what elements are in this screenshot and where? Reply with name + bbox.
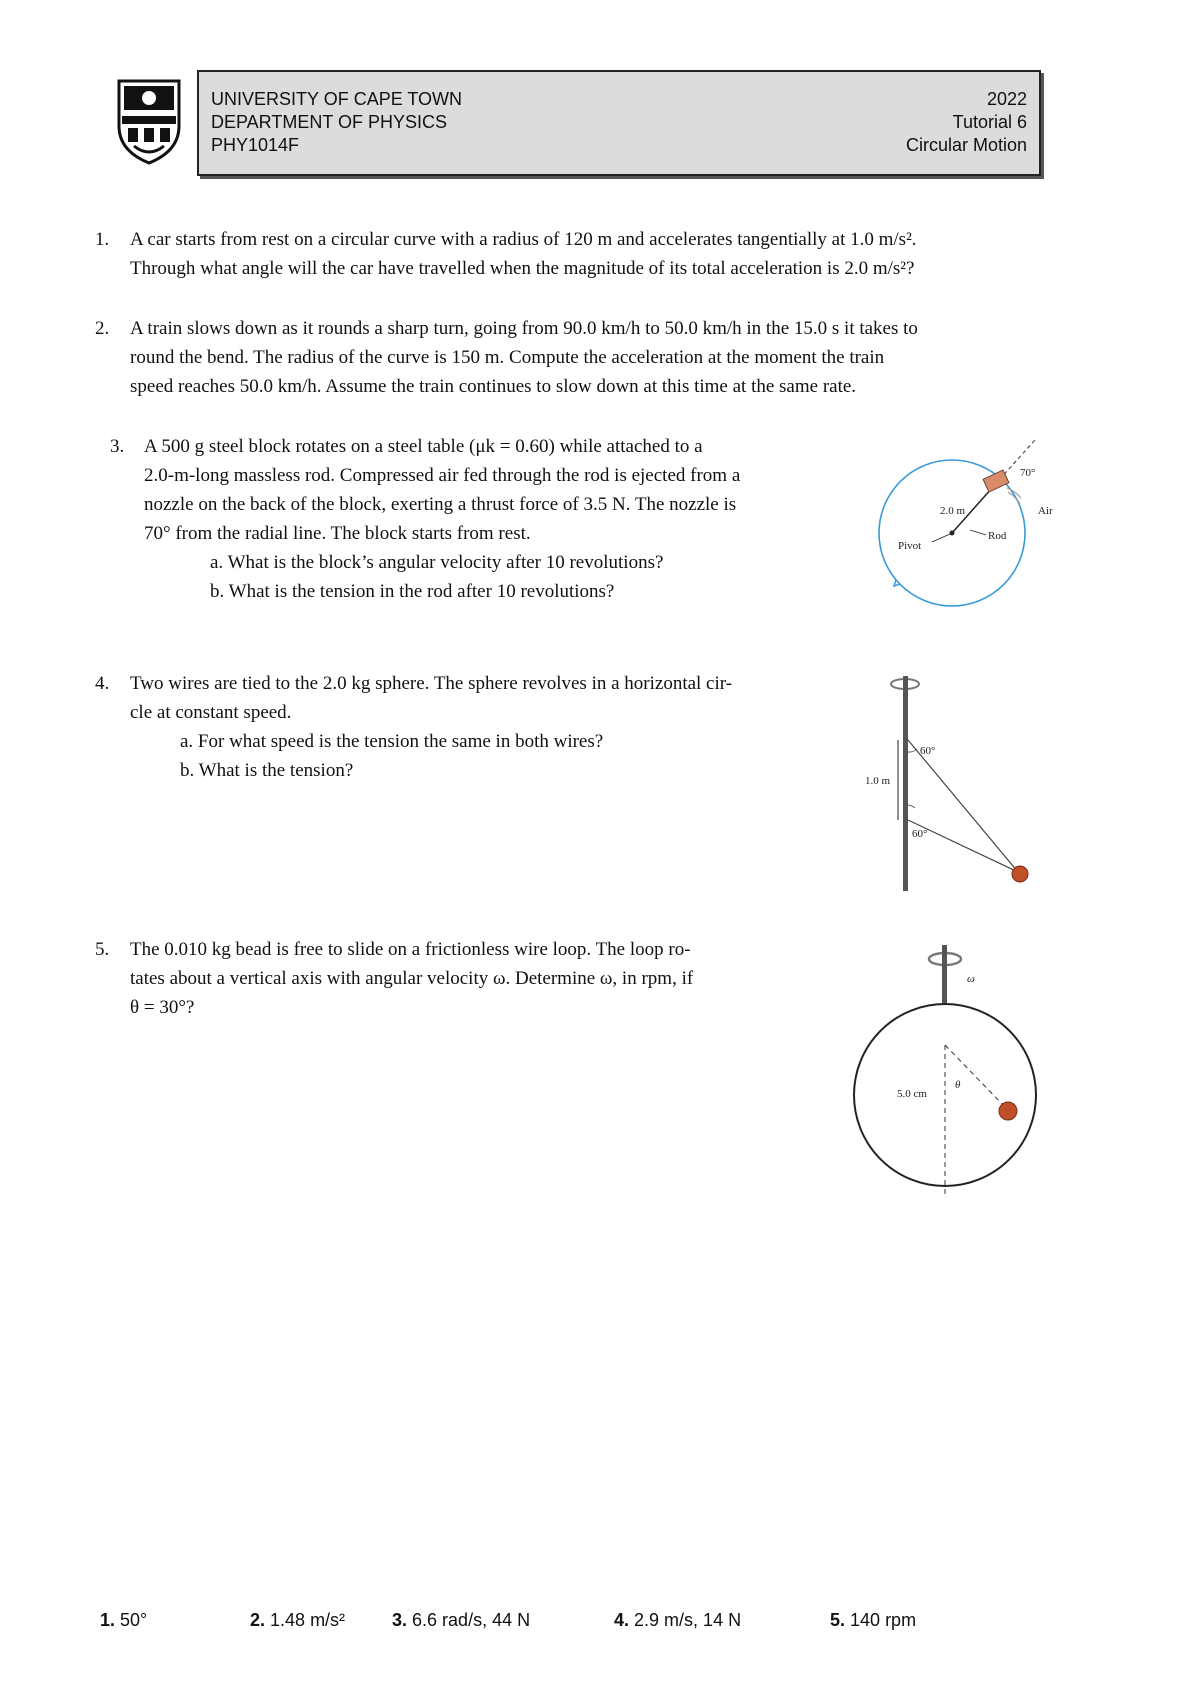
answer-2 (250, 1610, 345, 1631)
radius-label: 5.0 cm (897, 1088, 927, 1100)
question-number: 5. (95, 939, 110, 960)
question-text-line: tates about a vertical axis with angular velocity ω. Determine ω, in rpm, if (130, 968, 694, 989)
topic: Circular Motion (905, 135, 1027, 155)
length-label: 1.0 m (865, 775, 891, 787)
answer-3 (392, 1610, 530, 1631)
diagram-bead-loop (845, 935, 1065, 1205)
question-text-line: θ = 30°? (130, 997, 195, 1018)
question-text-line: The 0.010 kg bead is free to slide on a frictionless wire loop. The loop ro- (130, 939, 691, 960)
year: 2022 (986, 89, 1027, 109)
angle-label: 70° (1020, 467, 1036, 479)
question-number: 4. (95, 673, 110, 694)
answer-number: 4. (614, 1610, 630, 1630)
answer-number: 5. (830, 1610, 846, 1630)
header-box (197, 70, 1041, 176)
question-3 (110, 432, 860, 612)
question-5 (95, 935, 845, 1025)
pivot-label: Pivot (898, 540, 922, 552)
answer-value: 50° (120, 1610, 148, 1630)
answer-value: 2.9 m/s, 14 N (634, 1610, 742, 1630)
question-text-line: cle at constant speed. (130, 702, 292, 723)
theta-label: θ (955, 1079, 961, 1091)
question-number: 2. (95, 318, 110, 339)
department-name: DEPARTMENT OF PHYSICS (211, 112, 448, 132)
answer-value: 140 rpm (850, 1610, 917, 1630)
question-1 (95, 225, 1075, 285)
answer-value: 6.6 rad/s, 44 N (412, 1610, 531, 1630)
question-2 (95, 314, 1075, 404)
university-name: UNIVERSITY OF CAPE TOWN (211, 89, 463, 109)
question-text-line: Two wires are tied to the 2.0 kg sphere. The sphere revolves in a horizontal cir- (130, 673, 733, 694)
question-4 (95, 669, 845, 789)
question-part-b: b. What is the tension? (180, 760, 354, 781)
question-text-line: speed reaches 50.0 km/h. Assume the train continues to slow down at this time at the same rate. (130, 376, 857, 397)
course-code: PHY1014F (211, 135, 300, 155)
pivot-point (950, 531, 955, 536)
top-angle-label: 60° (920, 745, 936, 757)
question-part-b: b. What is the tension in the rod after 10 revolutions? (210, 581, 615, 602)
question-text-line: Through what angle will the car have travelled when the magnitude of its total acceleration is 2.0 m/s²? (130, 258, 915, 279)
question-text-line: 70° from the radial line. The block starts from rest. (144, 523, 531, 544)
question-text-line: round the bend. The radius of the curve is 150 m. Compute the acceleration at the moment the train (130, 347, 885, 368)
question-text-line: nozzle on the back of the block, exerting a thrust force of 3.5 N. The nozzle is (144, 494, 737, 515)
answer-4 (614, 1610, 741, 1631)
vertical-pole (903, 676, 908, 891)
question-number: 3. (110, 436, 125, 457)
question-part-a: a. What is the block’s angular velocity after 10 revolutions? (210, 552, 664, 573)
omega-label: ω (967, 973, 975, 985)
rod-label: Rod (988, 530, 1007, 542)
vertical-axis (942, 945, 947, 1003)
bottom-angle-label: 60° (912, 828, 928, 840)
answer-number: 1. (100, 1610, 116, 1630)
answer-number: 3. (392, 1610, 408, 1630)
air-jet-icon (1007, 488, 1021, 504)
answer-value: 1.48 m/s² (270, 1610, 346, 1630)
sphere (1012, 866, 1028, 882)
bead (999, 1102, 1017, 1120)
steel-block (983, 470, 1009, 492)
answer-1 (100, 1610, 147, 1631)
question-text-line: A car starts from rest on a circular curve with a radius of 120 m and accelerates tangentially at 1.0 m/s². (130, 229, 917, 250)
university-crest-logo (114, 76, 184, 166)
diagram-sphere-wires (860, 670, 1040, 895)
air-label: Air (1038, 505, 1053, 517)
question-part-a: a. For what speed is the tension the same in both wires? (180, 731, 604, 752)
diagram-rotating-block (870, 430, 1070, 615)
question-text-line: A train slows down as it rounds a sharp turn, going from 90.0 km/h to 50.0 km/h in the 15.0 s it takes to (130, 318, 918, 339)
question-text-line: 2.0-m-long massless rod. Compressed air fed through the rod is ejected from a (144, 465, 741, 486)
answer-5 (830, 1610, 916, 1631)
radius-dashed-line (945, 1045, 1007, 1109)
question-text-line: A 500 g steel block rotates on a steel table (μk = 0.60) while attached to a (144, 436, 703, 457)
question-number: 1. (95, 229, 110, 250)
rod-length-label: 2.0 m (940, 505, 966, 517)
answer-number: 2. (250, 1610, 266, 1630)
upper-wire (908, 740, 1018, 872)
tutorial-number: Tutorial 6 (952, 112, 1027, 132)
